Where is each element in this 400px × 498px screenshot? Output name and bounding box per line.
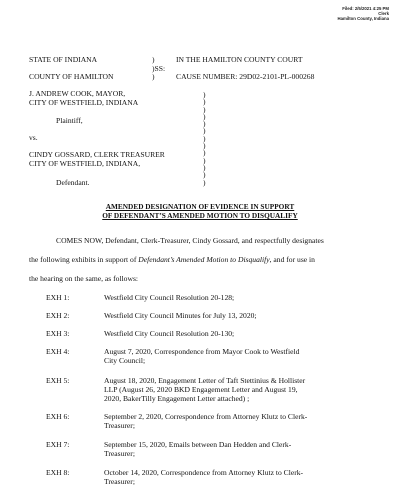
filing-stamp — [338, 6, 389, 22]
caption-county: COUNTY OF HAMILTON — [29, 72, 114, 81]
exhibit-label: EXH 1: — [46, 293, 70, 302]
plaintiff-role: Plaintiff, — [56, 116, 83, 125]
plaintiff-name: J. ANDREW COOK, MAYOR, — [29, 89, 126, 98]
exhibit-label: EXH 7: — [46, 440, 70, 449]
filed-role: Clerk — [378, 11, 389, 17]
document-title-line2: OF DEFENDANT’S AMENDED MOTION TO DISQUALIFY — [102, 211, 298, 220]
plaintiff-city: CITY OF WESTFIELD, INDIANA — [29, 98, 139, 107]
exhibit-desc: October 14, 2020, Correspondence from Attorney Klutz to Clerk- — [104, 468, 304, 477]
exhibit-desc: Treasurer; — [104, 477, 135, 486]
body-paragraph-line2 — [29, 255, 315, 264]
filed-county: Hamilton County, Indiana — [337, 16, 389, 22]
body-paragraph-line1: COMES NOW, Defendant, Clerk-Treasurer, Cindy Gossard, and respectfully designates — [56, 236, 324, 245]
exhibit-label: EXH 2: — [46, 311, 70, 320]
exhibit-desc: City Council; — [104, 356, 146, 365]
caption-paren-column: ) ) ) ) ) ) ) ) ) ) ) ) ) — [203, 90, 206, 187]
exhibit-desc: September 2, 2020, Correspondence from Attorney Klutz to Clerk- — [104, 412, 308, 421]
exhibit-desc: August 18, 2020, Engagement Letter of Taft Stettinius & Hollister — [104, 376, 306, 385]
exhibit-desc: 2020, BakerTilly Engagement Letter attached) ; — [104, 394, 250, 403]
exhibit-desc: Westfield City Council Resolution 20-128; — [104, 293, 235, 302]
defendant-city: CITY OF WESTFIELD, INDIANA, — [29, 159, 141, 168]
exhibit-desc: Westfield City Council Minutes for July 13, 2020; — [104, 311, 257, 320]
exhibit-label: EXH 4: — [46, 347, 70, 356]
exhibit-desc: LLP (August 26, 2020 BKD Engagement Letter and August 19, — [104, 385, 298, 394]
caption-ss: )SS: — [152, 64, 166, 73]
exhibit-label: EXH 8: — [46, 468, 70, 477]
defendant-role: Defendant. — [56, 178, 90, 187]
caption-state: STATE OF INDIANA — [29, 55, 98, 64]
versus-label: vs. — [29, 133, 38, 142]
caption-paren-1: ) — [152, 55, 155, 64]
filed-date: Filed: 2/5/2021 4:25 PM — [342, 6, 389, 11]
caption-paren-3: ) — [152, 72, 155, 81]
exhibit-label: EXH 5: — [46, 376, 70, 385]
caption-court: IN THE HAMILTON COUNTY COURT — [176, 55, 303, 64]
ss-label: SS: — [154, 64, 166, 73]
exhibit-label: EXH 3: — [46, 329, 70, 338]
exhibit-desc: September 15, 2020, Emails between Dan Hedden and Clerk- — [104, 440, 292, 449]
exhibit-label: EXH 6: — [46, 412, 70, 421]
body-paragraph-line3: the hearing on the same, as follows: — [29, 274, 139, 283]
body-line2-start: the following exhibits in support of — [29, 255, 139, 264]
defendant-name: CINDY GOSSARD, CLERK TREASURER — [29, 150, 165, 159]
motion-title: Defendant’s Amended Motion to Disqualify — [138, 255, 270, 264]
document-title-line1: AMENDED DESIGNATION OF EVIDENCE IN SUPPORT — [105, 202, 295, 211]
exhibit-desc: August 7, 2020, Correspondence from Mayor Cook to Westfield — [104, 347, 300, 356]
exhibit-desc: Treasurer; — [104, 449, 135, 458]
body-line2-end: , and for use in — [269, 255, 315, 264]
exhibit-desc: Westfield City Council Resolution 20-130; — [104, 329, 235, 338]
exhibit-desc: Treasurer; — [104, 421, 135, 430]
caption-cause-number: CAUSE NUMBER: 29D02-2101-PL-000268 — [176, 72, 315, 81]
